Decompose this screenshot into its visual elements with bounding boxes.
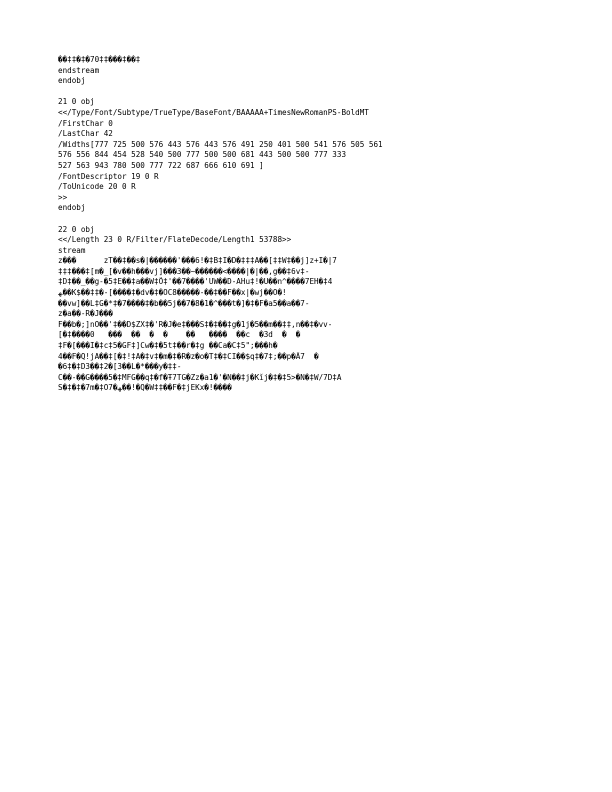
text-line: /ToUnicode 20 0 R <box>58 182 136 192</box>
text-line: endobj <box>58 203 86 213</box>
text-line: endstream <box>58 65 100 75</box>
text-line: /LastChar 42 <box>58 129 113 139</box>
raw-pdf-text-page <box>58 55 558 394</box>
text-line: 576 556 844 454 528 540 500 777 500 500 681 443 500 500 777 333 <box>58 150 347 160</box>
text-line: ﻬ��K$��‡‡�-[����‡�dv�‡�OC8�����-��‡��F��x|�wj��O�! <box>58 288 287 298</box>
text-line: ��vw]��L‡G�*‡�7����‡�b��5j��7�8�1�^���t�]�‡�F�a5��a��7- <box>58 298 310 308</box>
text-line: stream <box>58 245 86 255</box>
text-line: S�‡�‡�7m�‡O7�ﻬ��!�Q�W‡‡��F�‡jEKx�!���� <box>58 383 232 393</box>
text-line: ‡‡‡���‡[m�_[�v��h���vj]���3��~������<����|�|��,g��‡6v‡- <box>58 266 310 276</box>
text-line: ‡D‡��_��g-�5‡E��‡a��W‡Õ‡'��7����'UW��D-AHu‡!�U��n^����7EH�‡4 <box>58 277 333 287</box>
text-line: [�‡����0 ��� �� � � �� ���� ��c �3d � � <box>58 330 301 340</box>
text-line: /Widths[777 725 500 576 443 576 443 576 491 250 401 500 541 576 505 561 <box>58 139 383 149</box>
text-line: 22 0 obj <box>58 224 95 234</box>
text-line: 21 0 obj <box>58 97 95 107</box>
text-line: <</Length 23 0 R/Filter/FlateDecode/Length1 53788>> <box>58 235 292 245</box>
text-line: ��‡‡�‡�70‡‡���‡��‡ <box>58 55 141 64</box>
text-line: F��b�;]nO��'‡��D$ZX‡�'R�J�e‡���S‡�‡��‡g�1j�5��m��‡‡,n��‡�vv- <box>58 319 333 329</box>
text-line: 527 563 943 780 500 777 722 687 666 610 691 ] <box>58 160 264 170</box>
text-line: >> <box>58 192 68 202</box>
text-line: z�a��-R�J��� <box>58 309 113 319</box>
text-line: /FontDescriptor 19 0 R <box>58 171 159 181</box>
blank-line <box>58 87 558 98</box>
text-line: z��� zT��‡��s�|������'���6!�‡B‡I�D�‡‡‡A��[‡‡W‡��j]z+I�|7 <box>58 256 337 266</box>
text-line: �6‡�‡D3��‡2�[3��L�*���y�‡‡- <box>58 362 182 372</box>
text-line: ‡F�[���I�‡c‡5�GF‡]Cw�‡�5t‡��r�‡g ��Ca�C‡5";���h� <box>58 341 278 351</box>
text-line: C��-��G����5�‡MFG��q‡�f�Ŧ7TG�Zz�a1�'�N��‡j�Kĭj�‡�‡5>�N�‡W/7D‡A <box>58 372 342 382</box>
text-line: /FirstChar 0 <box>58 118 113 128</box>
text-line: <</Type/Font/Subtype/TrueType/BaseFont/BAAAAA+TimesNewRomanPS-BoldMT <box>58 107 369 117</box>
text-line: 4��F�Q!jA��‡[�‡!‡A�‡v‡�m�‡�R�z�o�T‡�‡CI��$q‡�7‡;��p�Ä7 � <box>58 351 319 361</box>
text-line: endobj <box>58 76 86 86</box>
blank-line <box>58 214 558 225</box>
